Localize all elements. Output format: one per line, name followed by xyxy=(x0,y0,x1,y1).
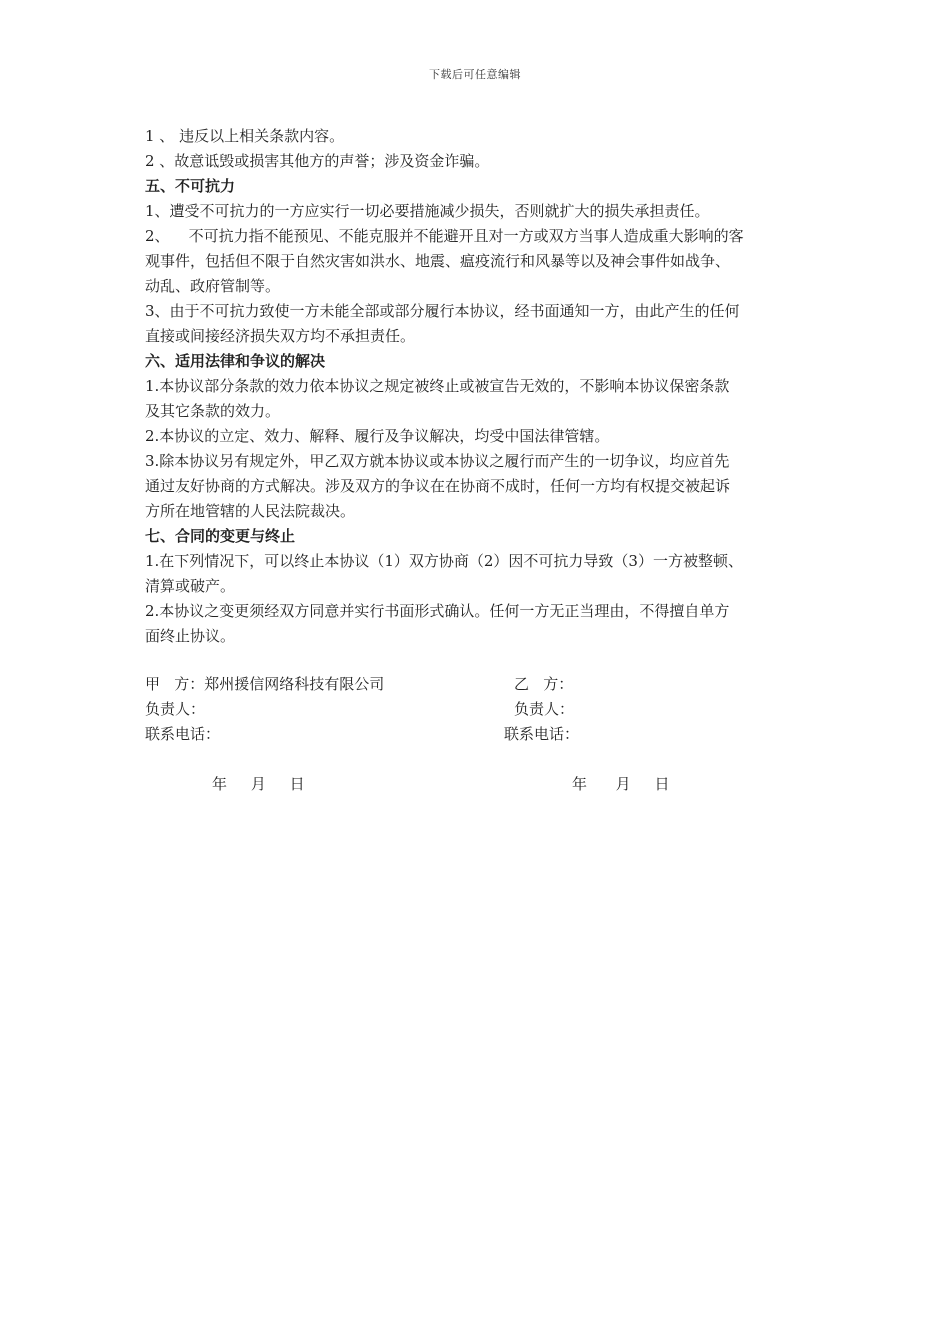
party-b-date: 年 月 日 xyxy=(572,775,670,793)
clause-line: 2 、故意诋毁或损害其他方的声誉；涉及资金诈骗。 xyxy=(145,152,490,170)
page-header: 下载后可任意编辑 xyxy=(429,68,521,81)
clause-line: 动乱、政府管制等。 xyxy=(145,277,281,295)
clause-line: 3.除本协议另有规定外，甲乙双方就本协议或本协议之履行而产生的一切争议，均应首先 xyxy=(145,452,730,470)
clause-line: 2、 不可抗力指不能预见、不能克服并不能避开且对一方或双方当事人造成重大影响的客 xyxy=(145,227,744,245)
clause-line: 2.本协议的立定、效力、解释、履行及争议解决，均受中国法律管辖。 xyxy=(145,427,610,445)
document-body xyxy=(145,124,810,649)
party-a-phone: 联系电话： xyxy=(145,725,221,743)
clause-line: 及其它条款的效力。 xyxy=(145,402,281,420)
party-b-name: 乙 方： xyxy=(514,675,574,693)
clause-line: 2.本协议之变更须经双方同意并实行书面形式确认。任何一方无正当理由，不得擅自单方 xyxy=(145,602,730,620)
clause-line: 通过友好协商的方式解决。涉及双方的争议在在协商不成时，任何一方均有权提交被起诉 xyxy=(145,477,731,495)
section-heading-applicable-law: 六、适用法律和争议的解决 xyxy=(145,352,326,370)
section-heading-force-majeure: 五、不可抗力 xyxy=(145,177,236,195)
clause-line: 直接或间接经济损失双方均不承担责任。 xyxy=(145,327,416,345)
section-heading-change-termination: 七、合同的变更与终止 xyxy=(145,527,296,545)
party-a-date: 年 月 日 xyxy=(212,775,305,793)
party-b-representative: 负责人： xyxy=(514,700,575,718)
clause-line: 观事件，包括但不限于自然灾害如洪水、地震、瘟疫流行和风暴等以及神会事件如战争、 xyxy=(145,252,731,270)
clause-line: 1、遭受不可抗力的一方应实行一切必要措施减少损失，否则就扩大的损失承担责任。 xyxy=(145,202,710,220)
clause-line: 清算或破产。 xyxy=(145,577,236,595)
party-b-phone: 联系电话： xyxy=(504,725,580,743)
clause-line: 1.本协议部分条款的效力依本协议之规定被终止或被宣告无效的，不影响本协议保密条款 xyxy=(145,377,730,395)
clause-line: 1 、 违反以上相关条款内容。 xyxy=(145,127,345,145)
party-a-name: 甲 方：郑州援信网络科技有限公司 xyxy=(145,675,385,693)
clause-line: 方所在地管辖的人民法院裁决。 xyxy=(145,502,356,520)
clause-line: 1.在下列情况下，可以终止本协议（1）双方协商（2）因不可抗力导致（3）一方被整顿、 xyxy=(145,552,743,570)
party-a-representative: 负责人： xyxy=(145,700,206,718)
clause-line: 3、由于不可抗力致使一方未能全部或部分履行本协议，经书面通知一方，由此产生的任何 xyxy=(145,302,740,320)
clause-line: 面终止协议。 xyxy=(145,627,236,645)
